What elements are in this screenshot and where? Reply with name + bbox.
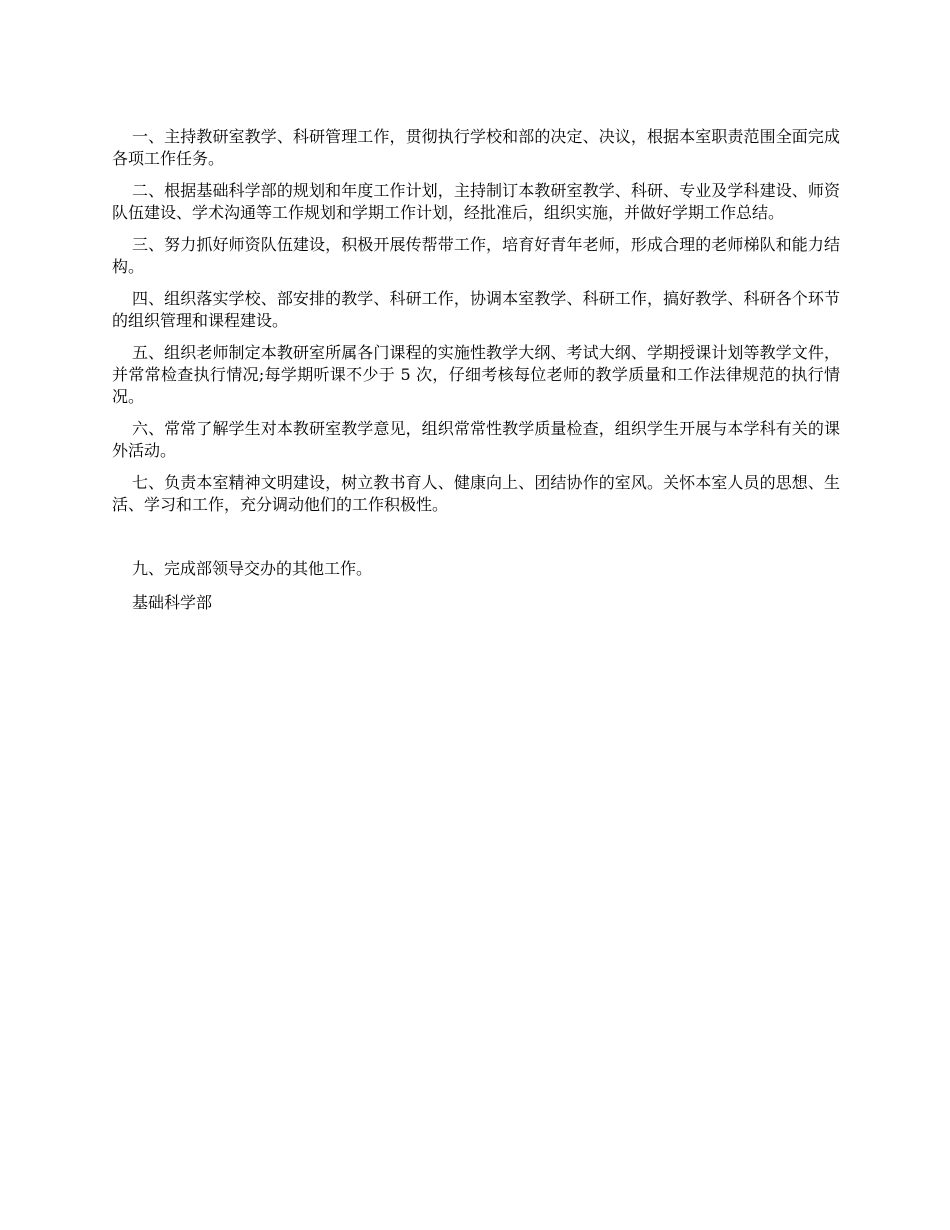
paragraph-3: 三、努力抓好师资队伍建设，积极开展传帮带工作，培育好青年老师，形成合理的老师梯队和能力结构。 — [112, 235, 840, 276]
document-body — [112, 126, 840, 614]
paragraph-7: 七、负责本室精神文明建设，树立教书育人、健康向上、团结协作的室风。关怀本室人员的思想、生活、学习和工作，充分调动他们的工作积极性。 — [112, 473, 840, 514]
paragraph-4: 四、组织落实学校、部安排的教学、科研工作，协调本室教学、科研工作，搞好教学、科研各个环节的组织管理和课程建设。 — [112, 289, 840, 330]
paragraph-1: 一、主持教研室教学、科研管理工作，贯彻执行学校和部的决定、决议，根据本室职责范围全面完成各项工作任务。 — [112, 127, 840, 168]
paragraph-9: 九、完成部领导交办的其他工作。 — [132, 559, 373, 578]
signature-department: 基础科学部 — [132, 593, 213, 612]
paragraph-5: 五、组织老师制定本教研室所属各门课程的实施性教学大纲、考试大纲、学期授课计划等教学文件，并常常检查执行情况;每学期听课不少于 5 次，仔细考核每位老师的教学质量和工作法律规范的执行情况。 — [112, 343, 840, 406]
paragraph-2: 二、根据基础科学部的规划和年度工作计划，主持制订本教研室教学、科研、专业及学科建设、师资队伍建设、学术沟通等工作规划和学期工作计划，经批准后，组织实施，并做好学期工作总结。 — [112, 181, 840, 222]
paragraph-6: 六、常常了解学生对本教研室教学意见，组织常常性教学质量检查，组织学生开展与本学科有关的课外活动。 — [112, 419, 840, 460]
